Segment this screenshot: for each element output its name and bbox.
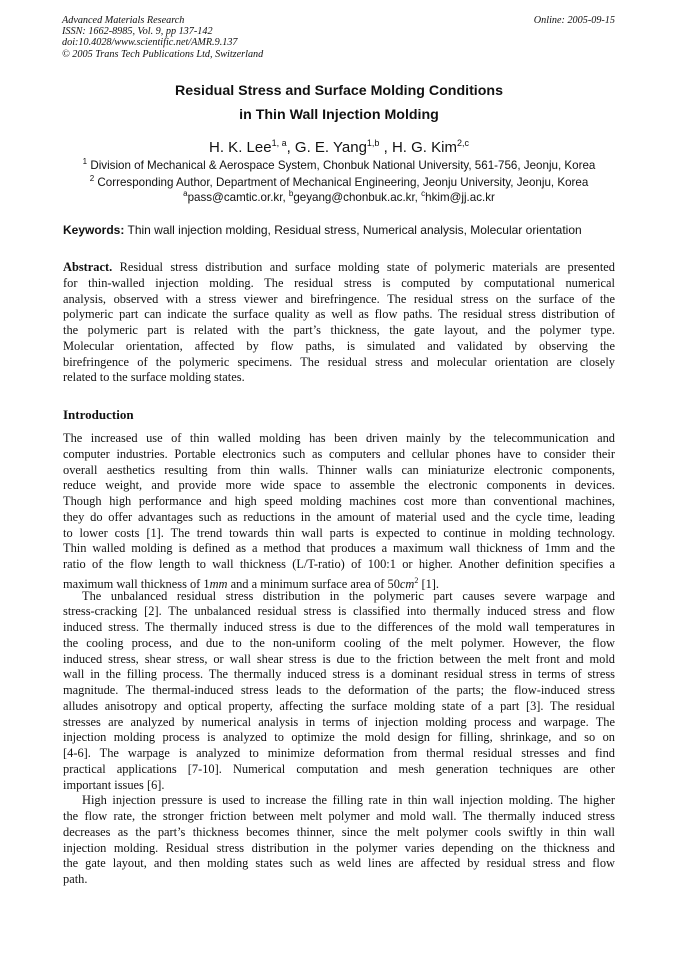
abstract-line: related to the surface molding states. <box>63 370 245 385</box>
affiliation-number: 2 <box>89 174 95 183</box>
abstract-line: for thin-walled injection molding. The residual stress is computed by computational numerical <box>63 275 615 290</box>
author-superscript: 1, a <box>271 138 287 148</box>
author-name: G. E. Yang <box>294 139 367 156</box>
paragraph-line: important issues [6]. <box>63 777 165 792</box>
abstract-line: polymeric part can indicate the surface quality as well as flow paths. The residual stress distribution of <box>63 307 615 322</box>
email-link[interactable]: pass@camtic.or.kr, <box>187 190 289 204</box>
author-list <box>0 138 678 156</box>
affiliation-text: Corresponding Author, Department of Mechanical Engineering, Jeonju University, Jeonju, Korea <box>97 175 589 189</box>
email-superscript: b <box>288 189 294 198</box>
paragraph-line: alludes anisotropy and optical property, affecting the surface molding state of a part [3]. The residual <box>63 698 615 713</box>
author-emails <box>0 189 678 204</box>
paragraph-line: practical applications [7-10]. Numerical computation and mesh generation techniques are other <box>63 761 615 776</box>
abstract-line: the polymeric part is related with the part’s thickness, the gate layout, and the polymer type. <box>63 323 615 337</box>
paragraph-line: induced stress, shear stress, or wall shear stress is due to the friction between the melt front and mold <box>63 651 615 666</box>
paragraph-line: Thin walled molding is defined as a method that produces a maximum wall thickness of 1mm and the <box>63 541 615 556</box>
paragraph-line: path. <box>63 872 88 886</box>
paragraph-line: maximum wall thickness of 1mm and a minimum surface area of $50cm^2$ [1]. <box>63 575 439 591</box>
paragraph-line: the cooling process, and due to the non-uniform cooling of the melt polymer. However, the flow <box>63 635 615 650</box>
affiliation-2 <box>0 174 678 189</box>
email-superscript: a <box>183 189 188 198</box>
paragraph-line: the gate layout, and then molding states such as weld lines are affected by residual stress and flow <box>63 856 615 871</box>
author-name: H. K. Lee <box>209 139 272 156</box>
paragraph-line: induced stress. The thermally induced stress is due to the differences of the mold wall temperatures in <box>63 620 615 634</box>
issn-line: ISSN: 1662-8985, Vol. 9, pp 137-142 <box>62 26 213 38</box>
paragraph-line: stress-cracking [2]. The unbalanced residual stress is classified into thermally induced stress and flow <box>63 604 615 619</box>
abstract-line: Abstract. Residual stress distribution and surface molding state of polymeric materials are presented <box>63 260 615 274</box>
email-link[interactable]: geyang@chonbuk.ac.kr, <box>293 190 422 204</box>
affiliation-1 <box>0 157 678 172</box>
author-separator: , <box>286 139 295 156</box>
keywords-text: Thin wall injection molding, Residual stress, Numerical analysis, Molecular orientation <box>127 223 582 237</box>
abstract <box>63 260 615 386</box>
abstract-line: analysis, observed with a stress viewer and birefringence. The residual stress on the surface of the <box>63 291 615 306</box>
journal-name: Advanced Materials Research <box>62 15 185 26</box>
abstract-line: birefringence of the polymeric specimens. The residual stress and molecular orientation are closely <box>63 354 615 369</box>
paragraph-line: ratio of the flow length to wall thickness (L/T-ratio) of 100:1 or higher. Another definition specifies a <box>63 557 615 571</box>
journal-header <box>62 15 615 60</box>
paragraph-line: magnitude. The thermal-induced stress leads to the deformation of the parts; the flow-induced stress <box>63 683 615 697</box>
author-superscript: 1,b <box>366 138 380 148</box>
affiliation-text: Division of Mechanical & Aerospace System, Chonbuk National University, 561-756, Jeonju, Korea <box>90 158 596 172</box>
author-separator: , <box>379 139 392 156</box>
paragraph-line: overall aesthetics resulting from thin walls. Thinner walls can miniaturize electronic components, <box>63 462 615 477</box>
keywords-label: Keywords: <box>63 223 125 237</box>
author-superscript: 2,c <box>456 138 469 148</box>
abstract-label: Abstract. <box>63 260 113 274</box>
introduction-body <box>63 431 615 888</box>
paragraph-line: The increased use of thin walled molding has been driven mainly by the telecommunication and <box>63 431 615 445</box>
paper-title-line-1: Residual Stress and Surface Molding Conditions <box>175 83 503 99</box>
author-name: H. G. Kim <box>391 139 457 156</box>
paragraph-line: decreases as the part’s thickness becomes thinner, since the melt polymer cools swiftly in thin wall <box>63 824 615 839</box>
abstract-line: Molecular orientation, affected by flow paths, is simulated and validated by observing the <box>63 338 615 353</box>
paragraph-line: injection molding process is analyzed to optimize the mold design for filling, shrinkage, and so on <box>63 730 615 745</box>
email-link[interactable]: hkim@jj.ac.kr <box>425 190 495 204</box>
paragraph-line: [4-6]. The warpage is analyzed to minimize deformation from thermal residual stresses and find <box>63 746 615 760</box>
affiliation-number: 1 <box>82 157 88 166</box>
paragraph-line: injection molding. Residual stress distribution in the polymer varies depending on the thickness and <box>63 840 615 855</box>
keywords <box>63 223 618 237</box>
paragraph-line: Though high performance and high speed molding machines cost more than conventional machines, <box>63 494 615 508</box>
paragraph-line: they do offer advantages such as reductions in the amount of material used and the cycle time, leading <box>63 509 615 524</box>
paragraph-line: reduce weight, and provide more wide space to assemble the electronic components in devices. <box>63 478 615 493</box>
paragraph-line: to lower costs [1]. The trend towards thin wall parts is expected to continue in molding technology. <box>63 525 615 540</box>
doi-line: doi:10.4028/www.scientific.net/AMR.9.137 <box>62 37 238 49</box>
paragraph-line: The unbalanced residual stress distribution in the polymeric part causes severe warpage and <box>82 588 615 603</box>
online-date: Online: 2005-09-15 <box>533 15 615 26</box>
paragraph-line: stresses are analyzed by numerical analysis in terms of injection molding process and warpage. The <box>63 714 615 729</box>
section-heading-introduction: Introduction <box>63 407 134 422</box>
paper-title-line-2: in Thin Wall Injection Molding <box>239 107 439 123</box>
email-superscript: c <box>421 189 426 198</box>
paragraph-line: High injection pressure is used to increase the filling rate in thin wall injection molding. The higher <box>82 793 615 808</box>
paragraph-line: the flow rate, the stronger friction between melt polymer and mold wall. The thermally induced stress <box>63 809 615 823</box>
paragraph-line: wall in the filling process. The thermally induced stress is a dominant residual stress in terms of stress <box>63 667 615 682</box>
paragraph-line: computer industries. Portable electronics such as computers and cellular phones have to consider their <box>63 446 615 461</box>
copyright-line: © 2005 Trans Tech Publications Ltd, Switzerland <box>62 48 264 60</box>
